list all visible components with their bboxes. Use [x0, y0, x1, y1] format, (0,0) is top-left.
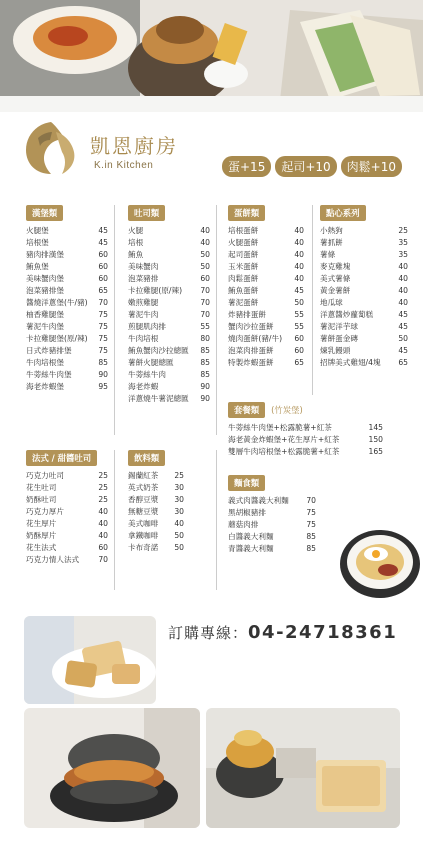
order-hotline	[168, 622, 397, 643]
menu-item-price: 25	[98, 495, 108, 504]
menu-item-price: 85	[200, 370, 210, 379]
menu-item-price: 25	[98, 483, 108, 492]
menu-item-name: 奶酥吐司	[26, 495, 57, 504]
menu-item-name: 地瓜球	[320, 298, 343, 307]
menu-item-name: 奶酥厚片	[26, 531, 57, 540]
section-title	[128, 450, 165, 466]
menu-item	[228, 237, 304, 249]
menu-item-price: 45	[294, 286, 304, 295]
menu-item-name: 美式咖啡	[128, 519, 159, 528]
menu-item	[26, 506, 108, 518]
menu-item	[26, 381, 108, 393]
menu-item-name: 鮪魚蟹肉沙拉總匯	[128, 346, 189, 355]
menu-item-name: 燒肉蛋餅(豬/牛)	[228, 334, 283, 343]
menu-item-name: 煉乳饅頭	[320, 346, 351, 355]
menu-item-name: 海老炸蝦堡	[26, 382, 64, 391]
section-drink	[128, 450, 184, 554]
section-title-text: 點心系列	[326, 208, 360, 218]
menu-item-name: 花生厚片	[26, 519, 57, 528]
menu-item	[26, 237, 108, 249]
menu-item-name: 海老炸蝦	[128, 382, 159, 391]
toast-plate-photo	[24, 616, 156, 704]
menu-item-name: 薯餅蛋金磚	[320, 334, 358, 343]
menu-item-name: 黃金薯餅	[320, 286, 351, 295]
menu-item-price: 145	[368, 423, 383, 432]
menu-item-price: 55	[294, 322, 304, 331]
menu-item	[320, 237, 408, 249]
menu-item-price: 75	[98, 310, 108, 319]
menu-item	[128, 309, 210, 321]
menu-item-price: 40	[200, 226, 210, 235]
menu-item	[128, 542, 184, 554]
menu-item-name: 牛蒡絲牛肉	[128, 370, 166, 379]
menu-item-name: 薯餅火腿總匯	[128, 358, 174, 367]
menu-item-name: 香醇豆漿	[128, 495, 159, 504]
menu-item-price: 150	[368, 435, 383, 444]
menu-item	[228, 507, 316, 519]
menu-item	[228, 309, 304, 321]
menu-item	[320, 357, 408, 369]
menu-item-name: 薯條	[320, 250, 336, 259]
menu-item	[26, 482, 108, 494]
menu-item	[128, 381, 210, 393]
menu-item-name: 蘑菇肉排	[228, 520, 259, 529]
menu-item-price: 40	[294, 274, 304, 283]
menu-item	[128, 225, 210, 237]
menu-item-price: 45	[98, 226, 108, 235]
menu-item-name: 豬肉排漢堡	[26, 250, 64, 259]
menu-item-name: 鮪魚蛋餅	[228, 286, 259, 295]
menu-item-price: 60	[98, 274, 108, 283]
menu-item-name: 鮪魚堡	[26, 262, 49, 271]
section-toast	[128, 205, 210, 405]
section-title-text: 法式 / 甜醬吐司	[32, 453, 92, 463]
menu-item-price: 40	[294, 250, 304, 259]
order-label: 訂購專線：	[168, 624, 249, 642]
menu-item-name: 牛肉培根堡	[26, 358, 64, 367]
menu-item-name: 花生吐司	[26, 483, 57, 492]
menu-item-price: 65	[98, 286, 108, 295]
menu-item-name: 薯泥牛肉	[128, 310, 159, 319]
menu-item-price: 35	[398, 250, 408, 259]
order-phone[interactable]: 04-24718361	[248, 622, 398, 643]
menu-item	[26, 518, 108, 530]
menu-item	[228, 434, 383, 446]
addon-egg: 蛋+15	[222, 156, 271, 177]
menu-item	[128, 494, 184, 506]
menu-item	[26, 249, 108, 261]
menu-item-name: 巧克力情人法式	[26, 555, 80, 564]
menu-item	[228, 446, 383, 458]
menu-item-name: 錫蘭紅茶	[128, 471, 159, 480]
menu-item-price: 60	[294, 346, 304, 355]
fried-shrimp-burger-photo	[206, 708, 400, 828]
menu-item	[26, 530, 108, 542]
menu-item	[320, 321, 408, 333]
section-noodle	[228, 475, 316, 555]
menu-item-name: 花生法式	[26, 543, 57, 552]
menu-item-price: 40	[98, 507, 108, 516]
menu-item-name: 煎腿肌肉排	[128, 322, 166, 331]
menu-item-price: 40	[98, 519, 108, 528]
menu-item	[26, 321, 108, 333]
menu-item	[228, 333, 304, 345]
menu-item-price: 75	[306, 520, 316, 529]
section-set	[228, 402, 383, 458]
menu-item-name: 泡菜豬排堡	[26, 286, 64, 295]
menu-item-name: 火腿堡	[26, 226, 49, 235]
menu-item-name: 麥克雞塊	[320, 262, 351, 271]
menu-item-name: 洋蔥燒牛薯泥總匯	[128, 394, 189, 403]
menu-item-price: 30	[174, 483, 184, 492]
burger-photo	[24, 708, 200, 828]
section-title	[26, 450, 97, 466]
column-divider	[114, 205, 115, 435]
menu-item-price: 85	[306, 532, 316, 541]
section-title-text: 漢堡類	[32, 208, 58, 218]
menu-item	[228, 285, 304, 297]
menu-item	[128, 393, 210, 405]
menu-item-price: 85	[200, 346, 210, 355]
menu-item-name: 特製炸蝦蛋餅	[228, 358, 274, 367]
menu-item-name: 醬燒洋蔥堡(牛/豬)	[26, 298, 88, 307]
lion-logo-icon	[20, 118, 82, 178]
menu-item-name: 拿鐵咖啡	[128, 531, 159, 540]
menu-item-price: 55	[200, 322, 210, 331]
pasta-photo	[336, 518, 420, 604]
menu-item-name: 小熱狗	[320, 226, 343, 235]
menu-item	[26, 297, 108, 309]
menu-item	[128, 321, 210, 333]
section-eggroll	[228, 205, 304, 369]
menu-item-name: 無糖豆漿	[128, 507, 159, 516]
column-divider	[114, 450, 115, 590]
section-title-text: 蛋餅類	[234, 208, 260, 218]
menu-item	[228, 543, 316, 555]
menu-item-price: 40	[398, 286, 408, 295]
addon-badges	[222, 156, 402, 177]
section-title-text: 吐司類	[134, 208, 160, 218]
menu-item	[228, 249, 304, 261]
menu-item	[128, 249, 210, 261]
menu-item-price: 60	[200, 274, 210, 283]
menu-item-name: 薯泥蛋餅	[228, 298, 259, 307]
menu-item-price: 40	[398, 298, 408, 307]
menu-item	[128, 506, 184, 518]
menu-item-name: 玉米蛋餅	[228, 262, 259, 271]
menu-item-name: 美味蟹肉堡	[26, 274, 64, 283]
section-title-text: 飲料類	[134, 453, 160, 463]
menu-item-name: 薯泥洋芋球	[320, 322, 358, 331]
menu-item-price: 50	[174, 531, 184, 540]
menu-item	[320, 225, 408, 237]
menu-item	[26, 554, 108, 566]
menu-item	[128, 333, 210, 345]
section-title	[26, 205, 63, 221]
menu-item-name: 義式肉醬義大利麵	[228, 496, 289, 505]
menu-item-name: 培根堡	[26, 238, 49, 247]
menu-item	[320, 261, 408, 273]
menu-item-name: 牛蒡絲牛肉堡+松露脆薯+紅茶	[228, 423, 332, 432]
column-divider	[216, 450, 217, 590]
menu-item	[228, 422, 383, 434]
brand-block	[20, 112, 220, 182]
menu-item	[228, 297, 304, 309]
menu-item-name: 火腿蛋餅	[228, 238, 259, 247]
menu-item-price: 70	[98, 298, 108, 307]
menu-item-price: 70	[200, 298, 210, 307]
section-burger	[26, 205, 108, 393]
section-title-text: 麵食類	[234, 478, 260, 488]
menu-item	[128, 369, 210, 381]
menu-item-name: 鮪魚	[128, 250, 144, 259]
menu-item-price: 60	[294, 334, 304, 343]
menu-item-price: 85	[98, 358, 108, 367]
menu-item	[320, 249, 408, 261]
menu-item-price: 40	[398, 274, 408, 283]
menu-item	[228, 357, 304, 369]
menu-item	[320, 309, 408, 321]
menu-item-price: 45	[398, 346, 408, 355]
menu-item-price: 70	[200, 310, 210, 319]
section-note: (竹炭堡)	[271, 405, 303, 415]
menu-item-name: 嫩煎雞腿	[128, 298, 159, 307]
menu-item-price: 35	[398, 238, 408, 247]
menu-item-price: 45	[398, 310, 408, 319]
menu-item	[228, 345, 304, 357]
menu-item-name: 卡布奇諾	[128, 543, 159, 552]
menu-item-price: 70	[306, 496, 316, 505]
menu-item-price: 165	[368, 447, 383, 456]
menu-item-price: 40	[200, 238, 210, 247]
menu-item-name: 牛肉培根	[128, 334, 159, 343]
menu-item-name: 薯泥牛肉堡	[26, 322, 64, 331]
menu-item-name: 雙層牛肉培根堡+松露脆薯+紅茶	[228, 447, 340, 456]
menu-item-price: 25	[174, 471, 184, 480]
menu-item	[26, 357, 108, 369]
brand-subtitle: K.in Kitchen	[94, 160, 154, 171]
menu-item	[26, 542, 108, 554]
menu-item-name: 柚香雞腿堡	[26, 310, 64, 319]
menu-item-name: 海老黃金炸蝦堡+花生厚片+紅茶	[228, 435, 340, 444]
menu-item-price: 75	[306, 508, 316, 517]
menu-item	[128, 273, 210, 285]
menu-item	[228, 531, 316, 543]
menu-item	[128, 345, 210, 357]
menu-item	[128, 518, 184, 530]
menu-item-price: 60	[98, 543, 108, 552]
menu-item-price: 45	[398, 322, 408, 331]
menu-item-price: 95	[98, 382, 108, 391]
menu-item-price: 60	[98, 262, 108, 271]
addon-pork-floss: 肉鬆+10	[341, 156, 402, 177]
column-divider	[216, 205, 217, 435]
menu-item-name: 黑胡椒豬排	[228, 508, 266, 517]
menu-item-price: 40	[294, 226, 304, 235]
menu-item-price: 60	[98, 250, 108, 259]
menu-item	[320, 345, 408, 357]
section-title-text: 套餐類	[234, 405, 260, 415]
menu-item-price: 85	[306, 544, 316, 553]
menu-item-name: 牛蒡絲牛肉堡	[26, 370, 72, 379]
menu-item-price: 40	[174, 519, 184, 528]
menu-item-name: 泡菜豬排	[128, 274, 159, 283]
menu-item-price: 65	[294, 358, 304, 367]
menu-item-name: 火腿	[128, 226, 144, 235]
menu-item-name: 招牌美式雞翅/4塊	[320, 358, 381, 367]
menu-item	[228, 519, 316, 531]
menu-item-price: 50	[200, 262, 210, 271]
menu-item-price: 50	[294, 298, 304, 307]
menu-item-price: 30	[174, 495, 184, 504]
menu-item	[128, 530, 184, 542]
menu-item	[26, 333, 108, 345]
section-sweet	[26, 450, 108, 566]
menu-item-price: 40	[294, 262, 304, 271]
menu-item	[228, 261, 304, 273]
menu-item	[228, 225, 304, 237]
menu-item	[26, 309, 108, 321]
menu-item-price: 70	[98, 555, 108, 564]
menu-item-price: 50	[174, 543, 184, 552]
menu-item-price: 90	[98, 370, 108, 379]
menu-item	[320, 285, 408, 297]
menu-item	[128, 261, 210, 273]
menu-item	[26, 225, 108, 237]
menu-item-price: 50	[398, 334, 408, 343]
menu-item	[128, 297, 210, 309]
menu-item-price: 75	[98, 322, 108, 331]
menu-item-price: 25	[398, 226, 408, 235]
menu-item-price: 70	[200, 286, 210, 295]
menu-item	[228, 495, 316, 507]
menu-item	[128, 285, 210, 297]
menu-item-name: 蟹肉沙拉蛋餅	[228, 322, 274, 331]
menu-item-price: 50	[200, 250, 210, 259]
menu-item-name: 巧克力厚片	[26, 507, 64, 516]
menu-item-price: 40	[294, 238, 304, 247]
menu-item-name: 美式薯條	[320, 274, 351, 283]
menu-item-price: 55	[294, 310, 304, 319]
menu-item-name: 卡拉雞腿堡(原/辣)	[26, 334, 88, 343]
menu-item-price: 65	[398, 358, 408, 367]
menu-item-price: 90	[200, 382, 210, 391]
section-title	[228, 402, 265, 418]
section-title	[128, 205, 165, 221]
menu-item-name: 青醬義大利麵	[228, 544, 274, 553]
column-divider	[312, 205, 313, 395]
menu-item-price: 90	[200, 394, 210, 403]
menu-item	[26, 494, 108, 506]
menu-item-name: 日式炸豬排堡	[26, 346, 72, 355]
menu-item	[26, 261, 108, 273]
menu-item-name: 培根	[128, 238, 144, 247]
menu-item	[228, 321, 304, 333]
menu-item	[128, 357, 210, 369]
menu-item-price: 40	[98, 531, 108, 540]
brand-name: 凱恩廚房	[90, 134, 178, 158]
addon-cheese: 起司+10	[275, 156, 336, 177]
menu-item	[320, 273, 408, 285]
menu-item-price: 40	[398, 262, 408, 271]
menu-item-name: 起司蛋餅	[228, 250, 259, 259]
menu-item	[26, 273, 108, 285]
menu-item-name: 炸豬排蛋餅	[228, 310, 266, 319]
menu-item	[26, 470, 108, 482]
menu-item	[320, 297, 408, 309]
menu-item	[228, 273, 304, 285]
menu-item-name: 英式奶茶	[128, 483, 159, 492]
menu-item-price: 75	[98, 334, 108, 343]
menu-item-price: 25	[98, 471, 108, 480]
menu-item-name: 洋蔥醬炒蘿蔔糕	[320, 310, 374, 319]
menu-item	[26, 345, 108, 357]
section-title	[320, 205, 366, 221]
menu-item-name: 肉鬆蛋餅	[228, 274, 259, 283]
menu-item-price: 30	[174, 507, 184, 516]
menu-item-price: 85	[200, 358, 210, 367]
menu-item-name: 美味蟹肉	[128, 262, 159, 271]
menu-item-name: 薯抓餅	[320, 238, 343, 247]
menu-item-name: 巧克力吐司	[26, 471, 64, 480]
menu-item-name: 卡拉雞腿(原/辣)	[128, 286, 183, 295]
hero-food-photo	[0, 0, 423, 112]
menu-item-name: 泡菜肉排蛋餅	[228, 346, 274, 355]
menu-item	[128, 237, 210, 249]
menu-item	[26, 285, 108, 297]
menu-item-price: 80	[200, 334, 210, 343]
section-title	[228, 475, 265, 491]
menu-item-name: 白醬義大利麵	[228, 532, 274, 541]
section-title	[228, 205, 265, 221]
menu-item	[26, 369, 108, 381]
menu-item	[128, 470, 184, 482]
menu-item	[320, 333, 408, 345]
menu-item-price: 45	[98, 238, 108, 247]
section-snack	[320, 205, 408, 369]
menu-item-name: 培根蛋餅	[228, 226, 259, 235]
menu-item	[128, 482, 184, 494]
menu-item-price: 75	[98, 346, 108, 355]
